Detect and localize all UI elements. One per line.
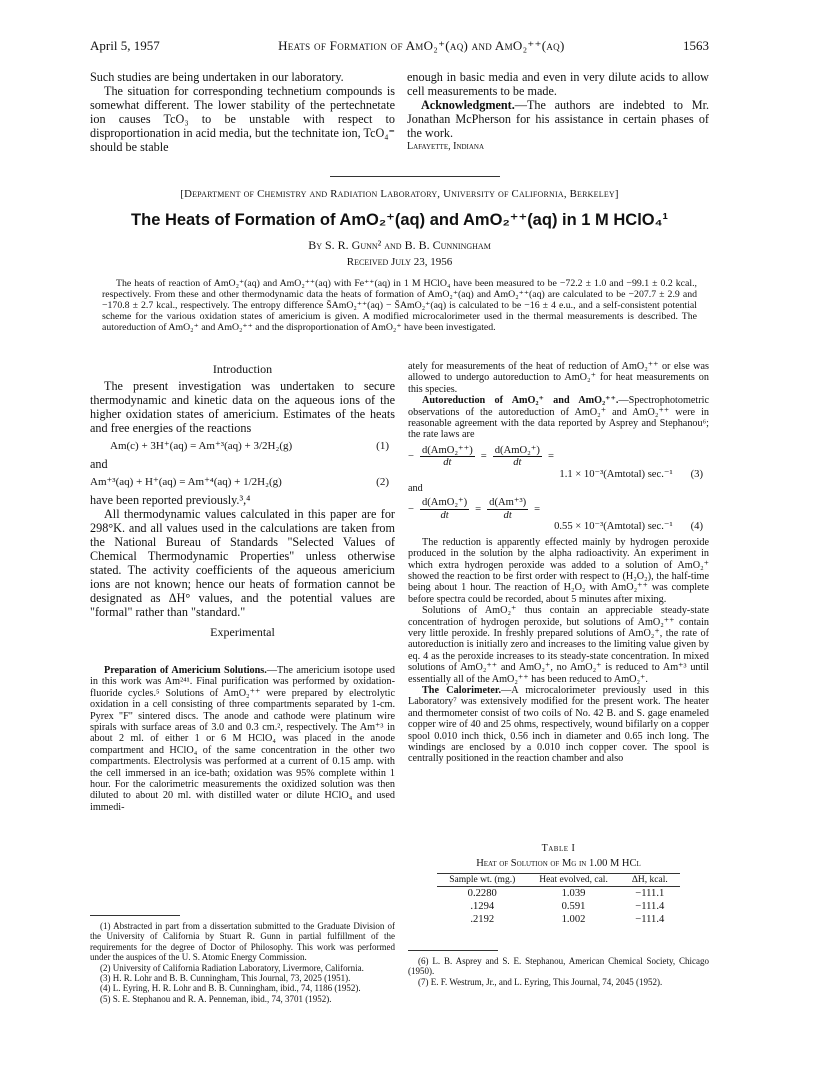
left-column-experimental (90, 665, 395, 813)
equation-2 (90, 475, 389, 489)
paragraph: ately for measurements of the heat of reduction of AmO₂⁺⁺ or else was allowed to undergo autoreduction to AmO₂⁺ for heat measurements on this species. (408, 361, 709, 395)
paragraph (90, 665, 395, 813)
equation-3: − $\frac{\text{d(AmO₂⁺⁺)}}{dt}$ = $\frac{\text{d(AmO₂⁺)}}{dt}$ = 1.1 × 10⁻³(Amtotal) sec.⁻¹ (3) (408, 444, 703, 480)
section-heading-experimental: Experimental (210, 625, 275, 639)
paragraph: Such studies are being undertaken in our laboratory. (90, 70, 344, 84)
top-left-column (90, 70, 395, 154)
column-header: Sample wt. (mg.) (437, 874, 527, 887)
equation-number: (3) (690, 468, 703, 480)
paragraph: enough in basic media and even in very dilute acids to allow cell measurements to be made. (407, 70, 709, 98)
footnote: (4) L. Eyring, H. R. Lohr and B. B. Cunningham, ibid., 74, 1186 (1952). (100, 983, 361, 994)
paragraph: The present investigation was undertaken to secure thermodynamic and kinetic data on the aqueous ions of the higher oxidation states of americium. Estimates of the heats and free energies of the reactions (90, 379, 395, 435)
footnote: (6) L. B. Asprey and S. E. Stephanou, American Chemical Society, Chicago (1950). (408, 956, 709, 977)
equation-number: (1) (376, 440, 389, 452)
fraction: $\frac{\text{d(AmO₂⁺)}}{dt}$ (494, 444, 540, 469)
table-caption: Heat of Solution of Mg in 1.00 M HCl (476, 858, 641, 869)
table-cell: 0.2280 (467, 888, 497, 899)
paragraph (408, 685, 709, 765)
footnotes-left (90, 921, 395, 1004)
table-cell: .2192 (470, 914, 495, 925)
ack-text: —The authors are indebted to Mr. Jonathan McPherson for his assistance in certain phases of the work. (407, 98, 709, 140)
equation-4: − $\frac{\text{d(AmO₂⁺)}}{dt}$ = $\frac{\text{d(Am⁺³)}}{dt}$ = 0.55 × 10⁻³(Amtotal) sec.⁻¹ (4) (408, 497, 703, 533)
paragraph: have been reported previously.³,⁴ (90, 493, 251, 507)
article-title: The Heats of Formation of AmO₂⁺(aq) and AmO₂⁺⁺(aq) in 1 M HClO₄¹ (131, 211, 668, 229)
running-header (90, 38, 709, 54)
footnote: (5) S. E. Stephanou and R. A. Penneman, ibid., 74, 3701 (1952). (100, 993, 332, 1004)
footnote-divider (90, 915, 180, 916)
data-table (437, 873, 679, 926)
equation-text: Am(c) + 3H⁺(aq) = Am⁺³(aq) + 3/2H₂(g) (110, 440, 293, 452)
footnote-divider (408, 950, 498, 951)
section-heading-introduction: Introduction (212, 362, 273, 376)
table-cell: −111.1 (635, 888, 665, 899)
top-right-column (407, 70, 709, 154)
fraction: $\frac{\text{d(AmO₂⁺)}}{dt}$ (421, 497, 468, 521)
table-cell: 1.002 (561, 914, 586, 925)
equation-number: (4) (690, 521, 703, 533)
paragraph-text: —The americium isotope used in this work was Am²⁴¹. Final purification was performed by oxidation-fluoride cycles.⁵ Solutions of AmO₂⁺⁺ were prepared by electrolytic oxidation in a cell consisting of three compartments separated by 1-cm. Pyrex "F" sintered discs. The anode and cathode were platinum wire spirals with surface areas of 3.0 and 0.3 cm.², respectively. The Am⁺³ in about 2 ml. of either 1 or 6 M HClO₄ was placed in the anode compartment and HClO₄ of the same concentration in the other two compartments. Electrolysis was performed at a current of 0.15 amp. with the cell immersed in an ice-bath; oxidation was 95% complete within 1 hour. For the calorimetric measurements the oxidized solution was then diluted to about 20 ml. with distilled water or dilute HClO₄ and used immedi- (90, 665, 395, 813)
equation-number: (2) (376, 476, 389, 488)
footnote: (3) H. R. Lohr and B. B. Cunningham, This Journal, 73, 2025 (1951). (100, 973, 351, 984)
table-cell: −111.4 (635, 914, 665, 925)
footnotes-right (408, 956, 709, 987)
connector-text: and (90, 457, 108, 471)
fraction: $\frac{\text{d(Am⁺³)}}{dt}$ (489, 497, 527, 521)
table-1 (408, 843, 709, 926)
acknowledgment (407, 98, 709, 140)
received-date: Received July 23, 1956 (346, 256, 453, 268)
header-page-number: 1563 (682, 38, 709, 53)
department-line: [Department of Chemistry and Radiation Laboratory, University of California, Berkeley] (180, 188, 619, 200)
equation-rhs: 0.55 × 10⁻³(Amtotal) sec.⁻¹ (554, 521, 673, 533)
right-column (408, 361, 709, 765)
ack-label: Acknowledgment. (421, 98, 515, 112)
table-header-row (437, 874, 679, 887)
paragraph (408, 395, 709, 441)
table-row (437, 900, 679, 913)
column-header: Heat evolved, cal. (527, 874, 620, 887)
subheading: Preparation of Americium Solutions. (104, 665, 267, 676)
connector-text: and (408, 483, 423, 495)
equation-1 (110, 439, 389, 453)
paragraph: Solutions of AmO₂⁺ thus contain an appreciable steady-state concentration of hydrogen peroxide, but solutions of AmO₂⁺⁺ contain very little peroxide. In freshly prepared solutions of AmO₂⁺, the rate of autoreduction is initially zero and increases to the limiting value given by eq. 4 as the peroxide increases to its steady-state concentration. In mixed solutions of AmO₂⁺⁺ and AmO₂⁺, no AmO₂⁺ is reduced to Am⁺³ until essentially all of the AmO₂⁺⁺ has been reduced to AmO₂⁺. (408, 605, 709, 685)
footnote: (1) Abstracted in part from a dissertation submitted to the Graduate Division of the University of California by Stuart R. Gunn in partial fulfillment of the requirements for the degree of Doctor of Philosophy. This work was performed under the auspices of the U. S. Atomic Energy Commission. (90, 921, 395, 963)
table-cell: .1294 (470, 901, 495, 912)
column-header: ΔH, kcal. (620, 874, 680, 887)
divider (330, 176, 500, 177)
equation-text: Am⁺³(aq) + H⁺(aq) = Am⁺⁴(aq) + 1/2H₂(g) (90, 476, 282, 488)
header-date: April 5, 1957 (90, 38, 160, 53)
signature: Lafayette, Indiana (407, 141, 485, 152)
table-label: Table I (541, 843, 576, 854)
table-cell: 1.039 (561, 888, 586, 899)
paragraph: The reduction is apparently effected mainly by hydrogen peroxide produced in the solution by the alpha radioactivity. An experiment in which extra hydrogen peroxide was added to a solution of AmO₂⁺ showed the reaction to be first order with respect to (H₂O₂), the half-time being about 1 hour. The reaction of H₂O₂ with AmO₂⁺⁺ was complete before spectra could be recorded, about 5 minutes after mixing. (408, 536, 709, 605)
header-title: Heats of Formation of AmO₂⁺(aq) and AmO₂⁺⁺(aq) (278, 38, 565, 53)
paragraph: The situation for corresponding technetium compounds is somewhat different. The lower stability of the pertechnetate ion causes TcO₃ to be unstable with respect to disproportionation in acid media, but the technitate ion, TcO₄⁼ should be stable (90, 84, 395, 154)
paragraph: All thermodynamic values calculated in this paper are for 298°K. and all values used in the calculations are taken from the National Bureau of Standards "Selected Values of Chemical Thermodynamic Properties" unless otherwise stated. The activity coefficients of the aqueous americium ions are not known; hence our heats of formation cannot be designated as ΔH° values, and the potential values are "formal" rather than "standard." (90, 507, 395, 619)
equation-rhs: 1.1 × 10⁻³(Amtotal) sec.⁻¹ (559, 468, 673, 480)
footnote: (2) University of California Radiation Laboratory, Livermore, California. (100, 962, 364, 973)
table-row (437, 913, 679, 926)
paragraph-text: —A microcalorimeter previously used in this Laboratory⁷ was extensively modified for the present work. The heater and thermometer consist of two coils of No. 42 B. and S. gage enameled copper wire of 40 and 25 ohms, respectively, wound bifilarly on a copper spool 0.010 inch thick, 0.56 inch in diameter and 0.65 inch long. The windings are enclosed by a 0.010 inch copper cover. The spool is centrally positioned in the reaction chamber and also (408, 684, 709, 765)
footnote: (7) E. F. Westrum, Jr., and L. Eyring, This Journal, 74, 2045 (1952). (418, 976, 663, 987)
table-cell: −111.4 (635, 901, 665, 912)
subheading: Autoreduction of AmO₂⁺ and AmO₂⁺⁺. (422, 395, 619, 407)
authors: By S. R. Gunn² and B. B. Cunningham (308, 238, 491, 252)
subheading: The Calorimeter. (422, 684, 502, 696)
table-row (437, 887, 679, 901)
fraction: $\frac{\text{d(AmO₂⁺⁺)}}{dt}$ (421, 444, 473, 469)
table-cell: 0.591 (561, 901, 586, 912)
left-column (90, 360, 395, 642)
abstract: The heats of reaction of AmO₂⁺(aq) and AmO₂⁺⁺(aq) with Fe⁺⁺(aq) in 1 M HClO₄ have been measured to be −72.2 ± 1.0 and −99.1 ± 0.2 kcal., respectively. From these and other thermodynamic data the heats of formation of AmO₂⁺(aq) and AmO₂⁺⁺(aq) are calculated to be −207.7 ± 2.9 and −170.8 ± 2.7 kcal., respectively. The entropy difference S̄AmO₂⁺⁺(aq) − S̄AmO₂⁺(aq) is calculated to be −16 ± 4 e.u., and a self-consistent potential scheme for the various oxidation states of americium is given. A modified microcalorimeter used in the thermal measurements is described. The autoreduction of AmO₂⁺ and AmO₂⁺⁺ and the disproportionation of AmO₂⁺ have been investigated. (102, 278, 697, 334)
paragraph-text: —Spectrophotometric observations of the autoreduction of AmO₂⁺ and AmO₂⁺⁺ were in reasonable agreement with the data reported by Asprey and Stephanou⁶; the rate laws are (408, 395, 709, 441)
